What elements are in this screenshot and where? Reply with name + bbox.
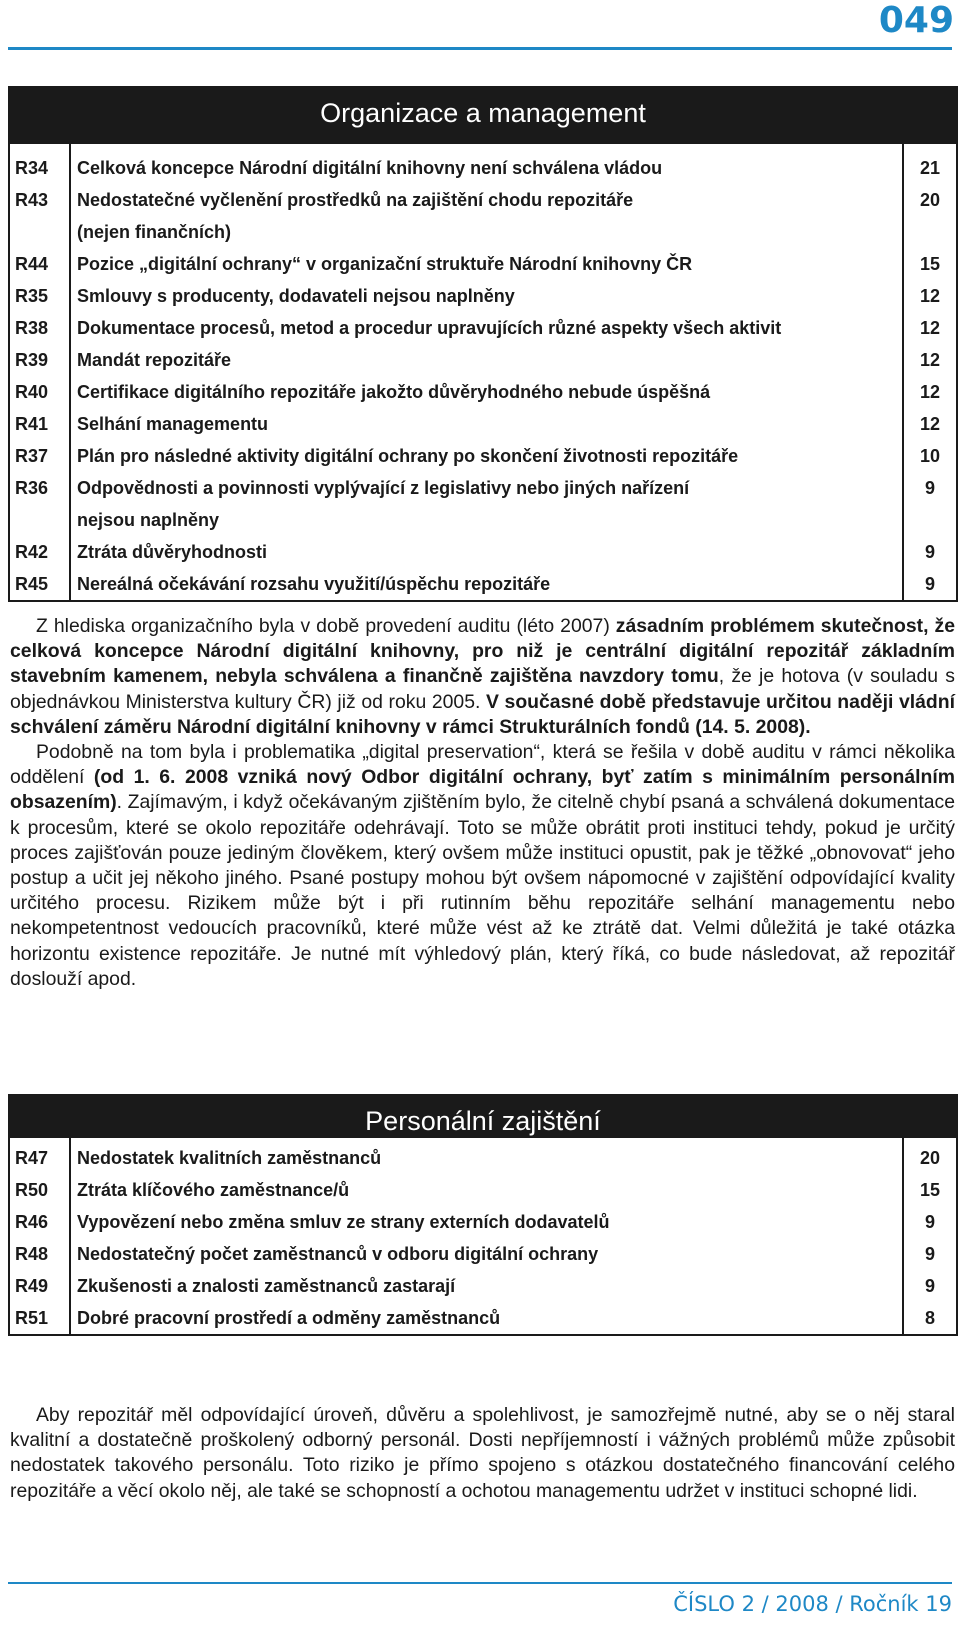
- risk-description: [69, 152, 904, 184]
- risk-description: [69, 568, 904, 600]
- risk-description-line: Plán pro následné aktivity digitální ochrany po skončení životnosti repozitáře: [77, 446, 739, 466]
- risk-score-text: 21: [919, 158, 941, 178]
- risk-score: [904, 1238, 956, 1270]
- table-row: [10, 568, 956, 600]
- risk-id: [10, 1238, 69, 1270]
- table-row: [10, 1302, 956, 1334]
- risk-id: [10, 312, 69, 344]
- risk-score: [904, 1270, 956, 1302]
- risk-description: [69, 472, 904, 536]
- risk-description-line: Dokumentace procesů, metod a procedur upravujících různé aspekty všech aktivit: [77, 318, 782, 338]
- risk-id: [10, 1174, 69, 1206]
- table-body: [10, 1142, 956, 1334]
- table-row: [10, 376, 956, 408]
- risk-score: [904, 1174, 956, 1206]
- risk-score-text: 9: [924, 1276, 935, 1296]
- risk-id: [10, 408, 69, 440]
- risk-id: [10, 344, 69, 376]
- risk-description-line: Selhání managementu: [77, 414, 269, 434]
- risk-score-text: 9: [924, 1244, 935, 1264]
- risk-score-text: 12: [919, 382, 941, 402]
- risk-id: [10, 1142, 69, 1174]
- risk-description-line: nejsou naplněny: [77, 510, 220, 530]
- risk-id-text: R42: [15, 542, 49, 562]
- risk-score-text: 20: [919, 1148, 941, 1168]
- risk-score-text: 9: [924, 1212, 935, 1232]
- paragraph-personnel: [10, 1403, 955, 1504]
- table-row: [10, 280, 956, 312]
- risk-id: [10, 1302, 69, 1334]
- risk-id-text: R36: [15, 478, 49, 498]
- risk-description: [69, 344, 904, 376]
- risk-id-text: R38: [15, 318, 49, 338]
- risk-id-text: R49: [15, 1276, 49, 1296]
- footer-rule: [8, 1582, 952, 1584]
- table-row: [10, 344, 956, 376]
- risk-description: [69, 1174, 904, 1206]
- risk-score: [904, 1302, 956, 1334]
- bold-text: zásadním problémem skutečnost, že celková koncepce Národní digitální knihovny, pro niž je centrální digitální repozitář základním stavebním kamenem, nebyla schválena a finančně zajištěna navzdory tomu: [10, 615, 955, 688]
- risk-score: [904, 248, 956, 280]
- risk-score-text: 12: [919, 350, 941, 370]
- risk-id: [10, 568, 69, 600]
- risk-description-line: Dobré pracovní prostředí a odměny zaměstnanců: [77, 1308, 501, 1328]
- risk-description-line: Certifikace digitálního repozitáře jakožto důvěryhodného nebude úspěšná: [77, 382, 711, 402]
- bold-text: V současné době představuje určitou naději vládní schválení záměru Národní digitální knihovny v rámci Strukturálních fondů (14. 5. 2008).: [10, 690, 955, 738]
- risk-id-text: R40: [15, 382, 49, 402]
- risk-description: [69, 1142, 904, 1174]
- risk-score: [904, 344, 956, 376]
- risk-description-line: Ztráta důvěryhodnosti: [77, 542, 268, 562]
- risk-description: [69, 1302, 904, 1334]
- risk-description-line: Smlouvy s producenty, dodavateli nejsou naplněny: [77, 286, 515, 306]
- risk-description-line: Mandát repozitáře: [77, 350, 232, 370]
- risk-id: [10, 536, 69, 568]
- paragraph-organization: [10, 614, 955, 992]
- risk-description-line: Ztráta klíčového zaměstnance/ů: [77, 1180, 350, 1200]
- risk-id-text: R43: [15, 190, 49, 210]
- footer-issue: ČÍSLO 2 / 2008 / Ročník 19: [673, 1592, 952, 1616]
- risk-id: [10, 1206, 69, 1238]
- risk-id-text: R35: [15, 286, 49, 306]
- risk-description: [69, 536, 904, 568]
- risk-score-text: 12: [919, 318, 941, 338]
- risk-id-text: R37: [15, 446, 49, 466]
- table-row: [10, 440, 956, 472]
- risk-score-text: 8: [924, 1308, 935, 1328]
- paragraph-2: [10, 740, 955, 992]
- risk-score-text: 9: [924, 478, 935, 498]
- risk-score: [904, 440, 956, 472]
- risk-id-text: R45: [15, 574, 49, 594]
- risk-score-text: 9: [924, 542, 935, 562]
- paragraph-1: [10, 614, 955, 740]
- risk-description-line: (nejen finančních): [77, 222, 232, 242]
- risk-score-text: 20: [919, 190, 941, 210]
- risk-id-text: R39: [15, 350, 49, 370]
- text: Z hlediska organizačního byla v době provedení auditu (léto 2007): [36, 615, 616, 637]
- risk-description: [69, 1238, 904, 1270]
- risk-table-personnel: [8, 1094, 958, 1336]
- risk-description: [69, 184, 904, 248]
- table-row: [10, 184, 956, 248]
- table-row: [10, 152, 956, 184]
- risk-description: [69, 312, 904, 344]
- risk-id: [10, 248, 69, 280]
- risk-description: [69, 1270, 904, 1302]
- paragraph-3: Aby repozitář měl odpovídající úroveň, důvěru a spolehlivost, je samozřejmě nutné, aby se o něj staral kvalitní a dostatečně proškolený odborný personál. Dosti nepříjemností i vážných problémů může způsobit nedostatek takového personálu. Toto riziko je přímo spojeno s otázkou dostatečného financování celého repozitáře a věcí okolo něj, ale také se schopností a ochotou managementu udržet v instituci schopné lidi.: [10, 1404, 955, 1502]
- risk-id-text: R50: [15, 1180, 49, 1200]
- text: . Zajímavým, i když očekávaným zjištěním bylo, že citelně chybí psaná a schválená dokumentace k procesům, které se okolo repozitáře odehrávají. Toto se může obrátit proti instituci tehdy, pokud je určitý proces zajišťován pouze jediným člověkem, který ovšem může instituci opustit, pak je těžké „obnovovat“ jeho postup a učit jej někoho jiného. Psané postupy mohou být ovšem nápomocné v zajištění odpovídající kvality určitého procesu. Rizikem může být i při rutinním běhu repozitáře selhání managementu nebo nekompetentnost vedoucích pracovníků, které může vést až ke ztrátě dat. Velmi důležitá je také otázka horizontu existence repozitáře. Je nutné mít výhledový plán, který říká, co bude následovat, až repozitář doslouží apod.: [10, 791, 955, 990]
- risk-score: [904, 1142, 956, 1174]
- table-row: [10, 408, 956, 440]
- risk-id: [10, 472, 69, 536]
- risk-id: [10, 440, 69, 472]
- risk-id: [10, 152, 69, 184]
- risk-score-text: 10: [919, 446, 941, 466]
- risk-description: [69, 376, 904, 408]
- table-row: [10, 1142, 956, 1174]
- risk-score: [904, 472, 956, 536]
- risk-score-text: 15: [919, 1180, 941, 1200]
- risk-description: [69, 408, 904, 440]
- risk-id: [10, 280, 69, 312]
- table-title: Organizace a management: [10, 88, 956, 144]
- table-row: [10, 248, 956, 280]
- risk-id-text: R34: [15, 158, 49, 178]
- table-row: [10, 472, 956, 536]
- risk-score-text: 12: [919, 414, 941, 434]
- risk-description-line: Nereálná očekávání rozsahu využití/úspěchu repozitáře: [77, 574, 551, 594]
- risk-description: [69, 280, 904, 312]
- risk-score: [904, 376, 956, 408]
- bold-text: (od 1. 6. 2008 vzniká nový Odbor digitální ochrany, byť zatím s minimálním personálním obsazením): [10, 766, 955, 814]
- risk-description-line: Pozice „digitální ochrany“ v organizační struktuře Národní knihovny ČR: [77, 254, 693, 274]
- risk-score: [904, 280, 956, 312]
- risk-score: [904, 568, 956, 600]
- risk-id: [10, 1270, 69, 1302]
- risk-score: [904, 152, 956, 184]
- risk-id-text: R47: [15, 1148, 49, 1168]
- risk-score-text: 15: [919, 254, 941, 274]
- table-row: [10, 536, 956, 568]
- table-body: [10, 152, 956, 600]
- page-number: 049: [878, 0, 954, 41]
- risk-score: [904, 536, 956, 568]
- table-row: [10, 1206, 956, 1238]
- risk-description-line: Celková koncepce Národní digitální knihovny není schválena vládou: [77, 158, 663, 178]
- table-row: [10, 1174, 956, 1206]
- table-row: [10, 312, 956, 344]
- risk-description: [69, 248, 904, 280]
- text: Podobně na tom byla i problematika „digital preservation“, která se řešila v době auditu v rámci několika oddělení: [10, 741, 955, 789]
- risk-description-line: Nedostatečné vyčlenění prostředků na zajištění chodu repozitáře: [77, 190, 634, 210]
- risk-id-text: R51: [15, 1308, 49, 1328]
- risk-score: [904, 408, 956, 440]
- risk-description-line: Nedostatečný počet zaměstnanců v odboru digitální ochrany: [77, 1244, 599, 1264]
- risk-score: [904, 312, 956, 344]
- risk-id: [10, 376, 69, 408]
- risk-id-text: R48: [15, 1244, 49, 1264]
- risk-score-text: 12: [919, 286, 941, 306]
- risk-id-text: R41: [15, 414, 49, 434]
- risk-table-organization: [8, 86, 958, 602]
- risk-description-line: Nedostatek kvalitních zaměstnanců: [77, 1148, 382, 1168]
- risk-score-text: 9: [924, 574, 935, 594]
- risk-description: [69, 440, 904, 472]
- risk-description-line: Odpovědnosti a povinnosti vyplývající z legislativy nebo jiných nařízení: [77, 478, 690, 498]
- risk-id: [10, 184, 69, 248]
- risk-id-text: R46: [15, 1212, 49, 1232]
- risk-score: [904, 1206, 956, 1238]
- table-row: [10, 1238, 956, 1270]
- top-rule: [8, 47, 952, 50]
- risk-description: [69, 1206, 904, 1238]
- risk-score: [904, 184, 956, 248]
- text: , že je hotova (v souladu s objednávkou Ministerstva kultury ČR) již od roku 2005.: [10, 665, 955, 713]
- table-title: Personální zajištění: [10, 1096, 956, 1138]
- table-row: [10, 1270, 956, 1302]
- risk-description-line: Vypovězení nebo změna smluv ze strany externích dodavatelů: [77, 1212, 610, 1232]
- risk-id-text: R44: [15, 254, 49, 274]
- risk-description-line: Zkušenosti a znalosti zaměstnanců zastarají: [77, 1276, 456, 1296]
